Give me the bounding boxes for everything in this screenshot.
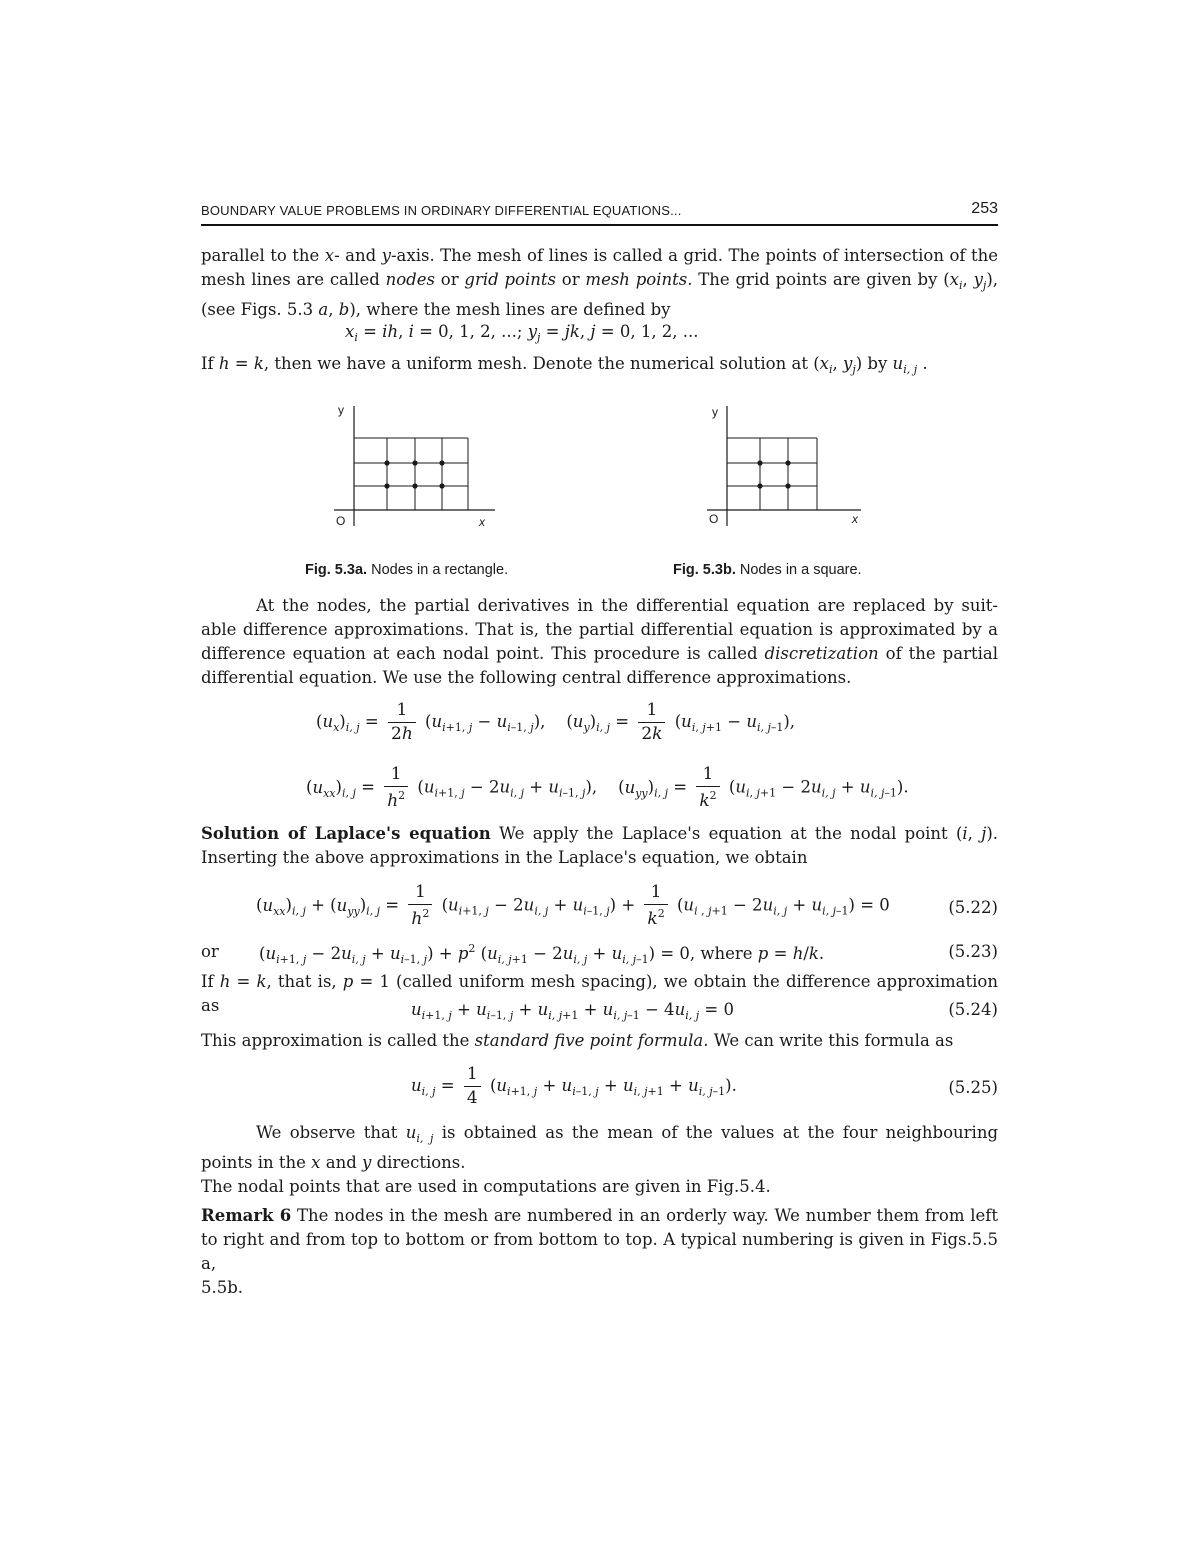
laplace-paragraph [201,822,998,870]
remark-6-paragraph [201,1204,998,1300]
equation-5-24-number: (5.24) [948,1000,998,1019]
fig-b-x-label: x [852,512,858,526]
remark-line-2: to right and from top to bottom or from bottom to top. A typical numbering is given in Figs.5.5 a, [201,1230,998,1273]
intro-line-3: (see Figs. 5.3 a, b), where the mesh lines are defined by [201,300,671,319]
five-point-formula-line: This approximation is called the standard five point formula. We can write this formula as [201,1031,954,1050]
page-number: 253 [971,200,998,217]
first-derivative-equations: $(u_x)_{i, j}$ = $\frac{1}{2h}$ $(u_{i+1, j} - u_{i-1, j})$, $(u_y)_{i, j}$ = $\frac{1}{2k}$ $(u_{i, j+1} - u_{i, j-1})$, [316,700,796,744]
laplace-line-1: Solution of Laplace's equation We apply the Laplace's equation at the nodal point (i, j). [201,824,998,843]
equation-5-25: $u_{i, j}$ = $\frac{1}{4}$ $(u_{i+1, j} + u_{i-1, j} + u_{i, j+1} + u_{i, j-1})$. [411,1064,737,1108]
nodal-points-line: The nodal points that are used in computations are given in Fig.5.4. [201,1177,771,1196]
equation-5-23-prefix: or [201,942,219,961]
second-derivative-equations: $(u_{xx})_{i, j}$ = $\frac{1}{h^2}$ $(u_{i+1, j} - 2u_{i, j} + u_{i-1, j})$, $(u_{yy})_{i, j}$ = $\frac{1}{k^2}$ $(u_{i, j+1} - 2u_{i, j} + u_{i, j-1})$. [306,764,909,811]
discretization-line-1: At the nodes, the partial derivatives in the differential equation are replaced by suit- [256,596,998,615]
equation-5-22: $(u_{xx})_{i, j} + (u_{yy})_{i, j}$ = $\frac{1}{h^2}$ $(u_{i+1, j} - 2u_{i, j} + u_{i-1, j})$ + $\frac{1}{k^2}$ $(u_{i , j+1} - 2u_{i, j} + u_{i, j-1}) = 0$ [256,882,890,929]
figure-5-3a-caption: Fig. 5.3a. Nodes in a rectangle. [305,562,509,578]
mesh-definition-equation: $x_i$ = ih, i = 0, 1, 2, ...; $y_j$ = jk, j = 0, 1, 2, ... [345,322,699,344]
observe-paragraph [201,1121,998,1175]
uniform-mesh-line: If h = k, then we have a uniform mesh. Denote the numerical solution at ($x_i$, $y_j$) by $u_{i, j}$ . [201,354,928,376]
intro-line-1: parallel to the x- and y-axis. The mesh of lines is called a grid. The points of intersection of the [201,246,999,265]
equation-5-23-number: (5.23) [948,942,998,961]
fig-a-origin: O [336,514,346,528]
intro-paragraph [201,244,998,322]
equation-5-22-number: (5.22) [948,898,998,917]
observe-line-1: We observe that $u_{i, j}$ is obtained as the mean of the values at the four neighbouring [256,1123,999,1145]
laplace-line-2: Inserting the above approximations in the Laplace's equation, we obtain [201,848,808,867]
figure-5-3b-caption: Fig. 5.3b. Nodes in a square. [673,562,862,578]
running-head: BOUNDARY VALUE PROBLEMS IN ORDINARY DIFFERENTIAL EQUATIONS... [201,203,682,218]
discretization-paragraph [201,594,998,690]
equation-5-25-number: (5.25) [948,1078,998,1097]
discretization-line-2: able difference approximations. That is, the partial differential equation is approximated by a [201,620,998,639]
fig-a-x-label: x [479,515,485,529]
fig-b-y-label: y [712,405,718,419]
remark-line-3: 5.5b. [201,1278,244,1297]
figure-5-3b-grid [703,398,878,533]
observe-line-2: points in the x and y directions. [201,1153,466,1172]
discretization-line-4: differential equation. We use the following central difference approximations. [201,668,852,687]
remark-line-1: Remark 6 The nodes in the mesh are numbered in an orderly way. We number them from left [201,1206,998,1225]
equation-5-23: $(u_{i+1, j} - 2u_{i, j} + u_{i-1, j}) + p^2$ $(u_{i, j+1} - 2u_{i, j} + u_{i, j-1}) = 0$, where p = h/k. [259,942,825,966]
uniform-spacing-line: If h = k, that is, p = 1 (called uniform mesh spacing), we obtain the difference approximation as [201,972,998,1015]
fig-b-origin: O [709,512,719,526]
figure-5-3a-grid [330,398,505,533]
discretization-line-3: difference equation at each nodal point. This procedure is called discretization of the partial [201,644,998,663]
equation-5-24: $u_{i+1, j} + u_{i-1, j} + u_{i, j+1} + u_{i, j-1} - 4u_{i, j} = 0$ [411,1000,734,1022]
header-rule [201,224,998,226]
fig-a-y-label: y [338,403,344,417]
intro-line-2: mesh lines are called nodes or grid points or mesh points. The grid points are given by ($x_i$, $y_j$), [201,270,999,292]
